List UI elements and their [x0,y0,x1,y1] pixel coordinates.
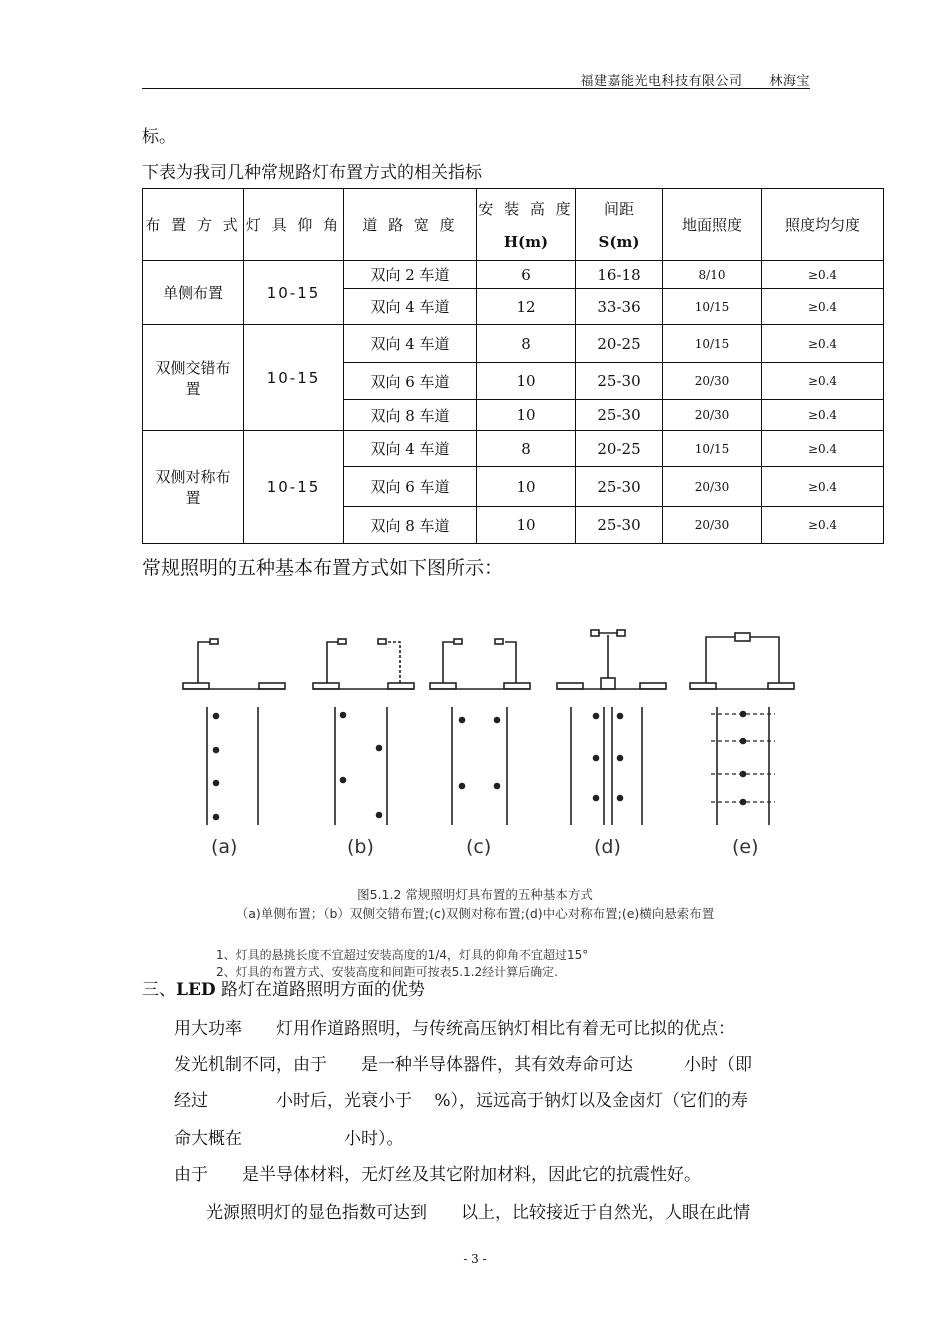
lamp-dot [593,713,600,720]
diagram-a [183,639,285,825]
table-header-row [143,189,884,261]
figure-caption-title: 图5.1.2 常规照明灯具布置的五种基本方式 [357,887,593,902]
road-cell: 双向 2 车道 [344,261,477,289]
pole [505,642,516,683]
sidewalk-right [388,683,414,689]
col-header-layout: 布 置 方 式 [143,189,244,261]
paragraph-line: 由于 是半导体材料，无灯丝及其它附加材料，因此它的抗震性好。 [174,1165,701,1185]
spacing-cell: 25-30 [576,400,663,431]
road-cell: 双向 4 车道 [344,431,477,467]
height-cell: 8 [477,325,576,363]
angle-cell: 10-15 [244,261,344,325]
height-cell: 8 [477,431,576,467]
sidewalk-right [640,683,666,689]
lamp-dot [213,814,220,821]
diagram-c [430,639,530,825]
spacing-cell: 16-18 [576,261,663,289]
lamp-dot [593,795,600,802]
spacing-cell: 25-30 [576,363,663,400]
figure-label-a: (a) [211,836,238,858]
lamp-head [338,639,346,644]
lamp-head [617,630,625,636]
height-cell: 10 [477,507,576,544]
lamp-dot [617,755,624,762]
table-row [143,431,884,467]
diagram-d [557,630,666,825]
col-header-width: 道 路 宽 度 [344,189,477,261]
layout-spec-table [142,188,884,544]
lamp-dot [740,711,747,718]
lamp-dot [213,713,220,720]
uniformity-cell: ≥0.4 [762,289,884,325]
sidewalk-left [557,683,583,689]
pole [327,642,338,683]
spacing-cell: 20-25 [576,431,663,467]
illuminance-cell: 10/15 [663,431,762,467]
paragraph-line: 命大概在 小时）。 [174,1129,404,1149]
lamp-head [735,633,750,641]
paragraph-line: 经过 小时后，光衰小于 %），远远高于钠灯以及金卤灯（它们的寿 [174,1091,749,1111]
illuminance-cell: 20/30 [663,400,762,431]
lamp-head [378,639,386,644]
header-company: 福建嘉能光电科技有限公司 林海宝 [580,74,810,89]
figure-caption-sub: （a)单侧布置；（b）双侧交错布置;(c)双侧对称布置;(d)中心对称布置;(e)横向悬索布置 [235,906,715,921]
sidewalk-right [768,683,794,689]
layout-diagram-figure [142,615,808,835]
illuminance-cell: 10/15 [663,325,762,363]
height-label: 安 装 高 度 [478,200,574,218]
lamp-dot [494,717,501,724]
sidewalk-left [430,683,456,689]
illuminance-cell: 20/30 [663,507,762,544]
height-cell: 10 [477,467,576,507]
figure-label-e: (e) [732,836,759,858]
uniformity-cell: ≥0.4 [762,431,884,467]
sidewalk-left [690,683,716,689]
lamp-head [495,639,503,644]
figure-label-b: (b) [347,836,374,858]
pole [750,637,779,683]
road-cell: 双向 8 车道 [344,507,477,544]
uniformity-cell: ≥0.4 [762,363,884,400]
figure-intro: 常规照明的五种基本布置方式如下图所示： [142,557,504,579]
col-header-height [477,189,576,261]
header-rule [142,88,810,89]
figure-label-c: (c) [466,836,492,858]
layout-cell: 双侧对称布置 [143,431,244,544]
sidewalk-left [313,683,339,689]
lamp-dot [617,795,624,802]
lamp-dot [740,738,747,745]
angle-cell: 10-15 [244,325,344,431]
section-title-rest: 路灯在道路照明方面的优势 [215,980,426,1000]
table-intro: 下表为我司几种常规路灯布置方式的相关指标 [142,163,482,183]
figure-label-d: (d) [594,836,621,858]
col-header-spacing [576,189,663,261]
sidewalk-right [259,683,285,689]
section-title [142,975,425,1000]
height-cell: 6 [477,261,576,289]
road-cell: 双向 8 车道 [344,400,477,431]
lamp-dot [617,713,624,720]
uniformity-cell: ≥0.4 [762,261,884,289]
spacing-cell: 20-25 [576,325,663,363]
sidewalk-left [183,683,209,689]
diagram-b [313,639,414,825]
section-number: 三、 [142,980,176,1000]
lamp-dot [340,712,347,719]
uniformity-cell: ≥0.4 [762,507,884,544]
lamp-dot [740,799,747,806]
diagram-e [690,633,794,825]
illuminance-cell: 20/30 [663,363,762,400]
lamp-dot [459,717,466,724]
lamp-head [454,639,462,644]
text-line-1: 标。 [142,127,176,147]
spacing-unit: S(m) [598,233,640,251]
layout-cell: 单侧布置 [143,261,244,325]
median [601,678,615,689]
lamp-dot [213,747,220,754]
lamp-dot [376,745,383,752]
lamp-head [210,639,218,644]
lamp-dot [459,783,466,790]
col-header-uniformity: 照度均匀度 [762,189,884,261]
road-cell: 双向 4 车道 [344,289,477,325]
illuminance-cell: 20/30 [663,467,762,507]
road-cell: 双向 4 车道 [344,325,477,363]
figure-note-2: 2、灯具的布置方式、安装高度和间距可按表5.1.2经计算后确定. [216,965,558,979]
height-cell: 10 [477,400,576,431]
road-cell: 双向 6 车道 [344,467,477,507]
col-header-angle: 灯 具 仰 角 [244,189,344,261]
road-cell: 双向 6 车道 [344,363,477,400]
spacing-cell: 25-30 [576,507,663,544]
lamp-dot [593,755,600,762]
paragraph-line: 用大功率 灯用作道路照明，与传统高压钠灯相比有着无可比拟的优点： [174,1019,735,1039]
pole [443,642,454,683]
sidewalk-right [504,683,530,689]
pole [706,637,735,683]
table-row [143,325,884,363]
lamp-dot [494,783,501,790]
section-title-bold: LED [176,980,216,1000]
lamp-dot [340,777,347,784]
lamp-dot [213,780,220,787]
layout-cell: 双侧交错布置 [143,325,244,431]
table-row [143,261,884,289]
lamp-dot [740,771,747,778]
illuminance-cell: 8/10 [663,261,762,289]
angle-cell: 10-15 [244,431,344,544]
uniformity-cell: ≥0.4 [762,467,884,507]
height-unit: H(m) [503,233,549,251]
pole-dashed [388,642,400,683]
illuminance-cell: 10/15 [663,289,762,325]
lamp-head [591,630,599,636]
figure-note-1: 1、灯具的悬挑长度不宜超过安装高度的1/4，灯具的仰角不宜超过15° [216,948,589,962]
spacing-cell: 33-36 [576,289,663,325]
spacing-label: 间距 [603,200,634,218]
page-number: - 3 - [463,1252,487,1266]
uniformity-cell: ≥0.4 [762,400,884,431]
pole [198,642,210,683]
height-cell: 12 [477,289,576,325]
col-header-illuminance: 地面照度 [663,189,762,261]
height-cell: 10 [477,363,576,400]
paragraph-line: 发光机制不同，由于 是一种半导体器件，其有效寿命可达 小时（即 [174,1055,752,1075]
lamp-dot [376,812,383,819]
uniformity-cell: ≥0.4 [762,325,884,363]
spacing-cell: 25-30 [576,467,663,507]
paragraph-line: 光源照明灯的显色指数可达到 以上，比较接近于自然光，人眼在此情 [206,1203,750,1223]
